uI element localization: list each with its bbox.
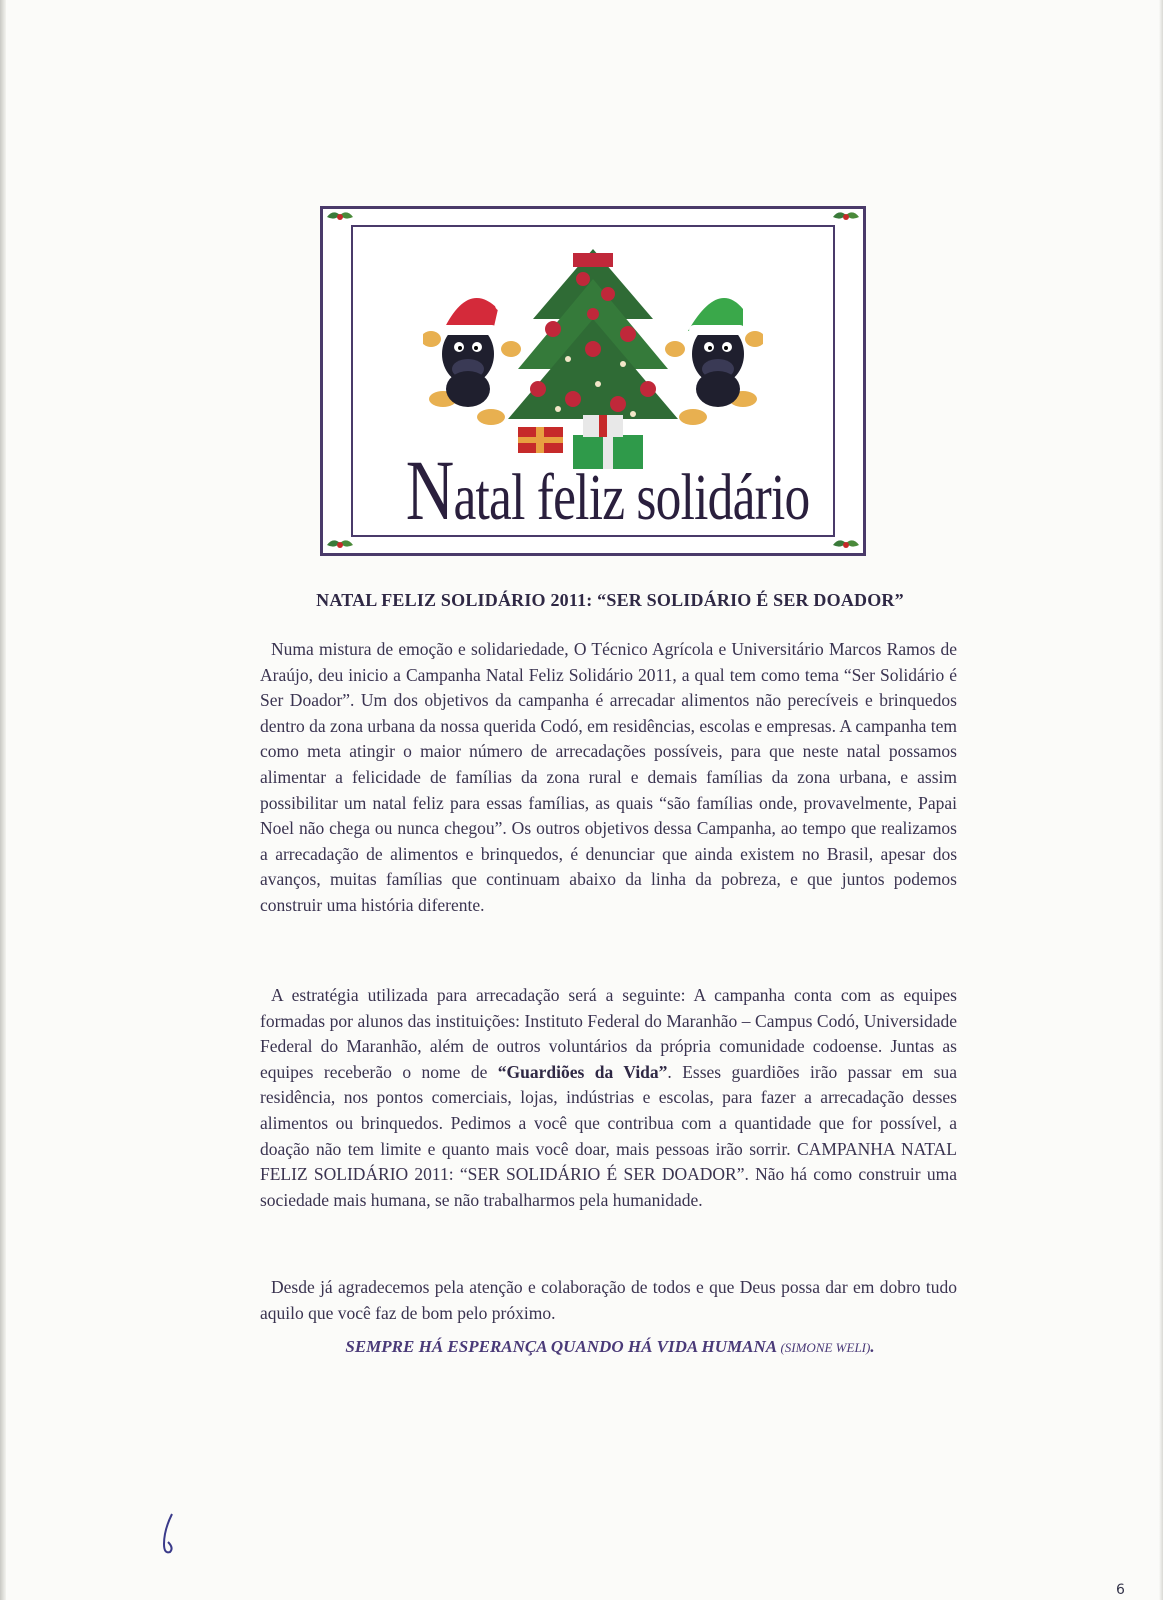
holly-icon (325, 535, 355, 555)
scan-edge-left (0, 0, 6, 1600)
guardioes-da-vida-emphasis: “Guardiões da Vida” (497, 1061, 668, 1082)
paragraph-strategy-text-1: A estratégia utilizada para arrecadação será a seguinte: A campanha conta com as equipes formadas por alunos das instituições: Instituto Federal do Maranhão – Campus Codó, Universidade Federal do Maranhão, além de outros voluntários da própria comunidade codoense. Juntas as equipes receberão o nome de (260, 985, 957, 1082)
motto-text: SEMPRE HÁ ESPERANÇA QUANDO HÁ VIDA HUMANA (345, 1337, 777, 1356)
elf-red-hat-icon (423, 298, 521, 425)
closing-motto (260, 1337, 960, 1357)
document-heading: NATAL FELIZ SOLIDÁRIO 2011: “SER SOLIDÁRIO É SER DOADOR” (316, 590, 904, 610)
holly-icon (831, 207, 861, 227)
scan-edge-right (1159, 0, 1163, 1600)
christmas-tree-icon (508, 249, 678, 439)
banner-title (405, 442, 810, 538)
page-number: 6 (1116, 1582, 1125, 1598)
holly-icon (831, 535, 861, 555)
banner-title-initial: N (405, 442, 454, 538)
paragraph-strategy-text-2: . Esses guardiões irão passar em sua residência, nos pontos comerciais, lojas, indústrias e escolas, para fazer a arrecadação desses alimentos ou brinquedos. Pedimos a você que contribua com a quantidade que for possível, a doação não tem limite e quanto mais você doar, mais pessoas irão sorrir. CAMPANHA NATAL FELIZ SOLIDÁRIO 2011: “SER SOLIDÁRIO É SER DOADOR”. Não há como construir uma sociedade mais humana, se não trabalharmos pela humanidade. (260, 1061, 957, 1210)
motto-author: (SIMONE WELI) (780, 1340, 871, 1355)
paragraph-thanks: Desde já agradecemos pela atenção e colaboração de todos e que Deus possa dar em dobro tudo aquilo que você faz de bom pelo próximo. (260, 1277, 957, 1323)
paragraph-strategy (260, 983, 957, 1213)
handwritten-mark-icon (158, 1512, 180, 1558)
banner-frame (320, 206, 866, 556)
elf-green-hat-icon (665, 298, 763, 425)
holly-icon (325, 207, 355, 227)
paragraph-campaign-intro: Numa mistura de emoção e solidariedade, O Técnico Agrícola e Universitário Marcos Ramos de Araújo, deu inicio a Campanha Natal Feliz Solidário 2011, a qual tem como tema “Ser Solidário é Ser Doador”. Um dos objetivos da campanha é arrecadar alimentos não perecíveis e brinquedos dentro da zona urbana da nossa querida Codó, em residências, escolas e empresas. A campanha tem como meta atingir o maior número de arrecadações possíveis, para que neste natal possamos alimentar a felicidade de famílias da zona rural e demais famílias da zona urbana, e assim possibilitar um natal feliz para essas famílias, as quais “são famílias onde, provavelmente, Papai Noel não chega ou nunca chegou”. Os outros objetivos dessa Campanha, ao tempo que realizamos a arrecadação de alimentos e brinquedos, é denunciar que ainda existem no Brasil, apesar dos avanços, muitas famílias que continuam abaixo da linha da pobreza, e que juntos podemos construir uma história diferente. (260, 639, 957, 915)
christmas-illustration (423, 239, 763, 479)
motto-end: . (870, 1337, 875, 1356)
banner-title-rest: atal feliz solidário (453, 461, 810, 534)
